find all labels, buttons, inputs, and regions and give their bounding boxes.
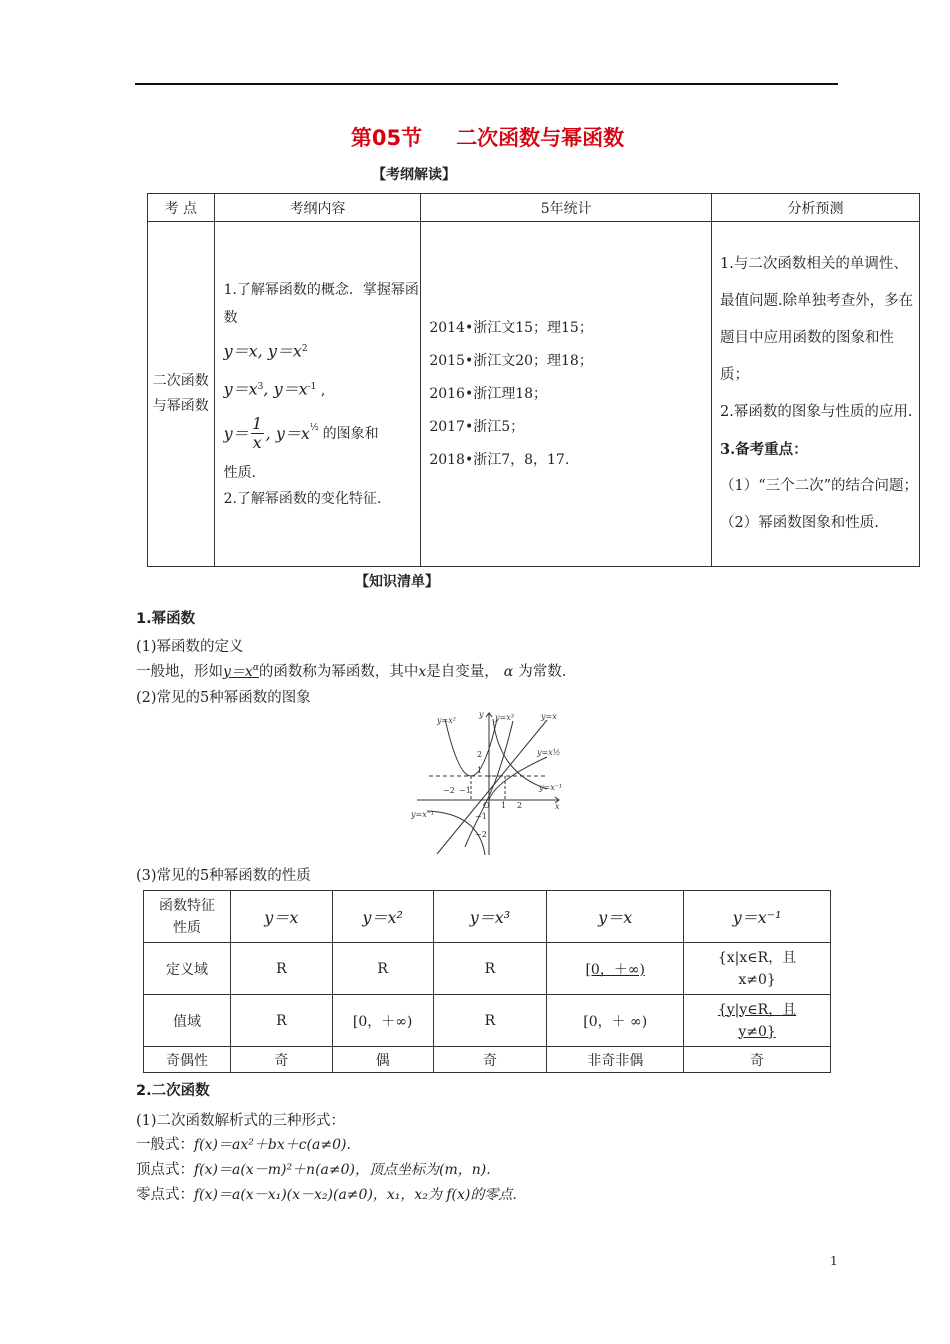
header-topic: 考 点 xyxy=(148,194,215,222)
vertex-label: 顶点式： xyxy=(136,1162,194,1178)
forms-title: (1)二次函数解析式的三种形式： xyxy=(136,1113,346,1129)
general-form xyxy=(136,1133,351,1154)
formula-4c: 的图象和 xyxy=(322,425,379,442)
topic-cell xyxy=(148,222,215,567)
label-y-axis: y xyxy=(479,710,484,719)
row-domain-label: 定义域 xyxy=(144,943,231,995)
general-label: 一般式： xyxy=(136,1137,194,1153)
def-formula: y＝x xyxy=(223,664,253,680)
fraction-1-over-x: 1 x xyxy=(252,414,263,453)
row-domain-inverse: {x|x∈R，且x≠0} xyxy=(684,943,831,995)
analysis-p4: （1）“三个二次”的结合问题； xyxy=(720,478,919,494)
formula-3: , y＝x xyxy=(263,379,308,399)
formula-2: y＝x xyxy=(223,379,258,399)
label-y1: 1 xyxy=(477,766,483,775)
general-formula: f(x)＝ax²＋bx＋c(a≠0). xyxy=(194,1137,351,1153)
prop-header-sqrt: y＝x xyxy=(547,891,684,943)
label-x2: y=x² xyxy=(437,716,456,725)
row-range-label: 值域 xyxy=(144,995,231,1047)
label-x-axis: x xyxy=(555,802,560,811)
formula-1: y＝x, y＝x xyxy=(223,342,302,361)
row-range-x: R xyxy=(230,995,332,1047)
def-b: 的函数称为幂函数，其中 xyxy=(258,664,419,680)
content-tail: 性质. xyxy=(223,464,257,481)
row-domain-x3: R xyxy=(433,943,547,995)
topic-text: 二次函数与幂函数 xyxy=(152,373,209,414)
outline-heading: 【考纲解读】 xyxy=(372,167,456,183)
content-line1: 1.了解幂函数的概念．掌握幂函数 xyxy=(223,282,419,327)
label-xm2: −2 xyxy=(443,786,455,795)
stat-2018: 2018•浙江7，8，17. xyxy=(429,451,570,468)
label-inverse-1: y=x⁻¹ xyxy=(539,783,563,792)
row-range-x2: [0，＋∞) xyxy=(332,995,433,1047)
def-x: x xyxy=(418,664,427,680)
vertex-form xyxy=(136,1158,491,1179)
label-inverse-2: y=x⁻¹ xyxy=(411,810,435,819)
stats-cell xyxy=(421,222,712,567)
label-xm1: −1 xyxy=(459,786,471,795)
row-range-inverse: {y|y∈R，且y≠0} xyxy=(684,995,831,1047)
title-section: 第05节 xyxy=(350,126,423,150)
row-parity-label: 奇偶性 xyxy=(144,1047,231,1073)
page-number: 1 xyxy=(830,1254,838,1268)
content-cell xyxy=(214,222,421,567)
def-alpha: α xyxy=(503,664,514,680)
prop-header-feature: 函数特征性质 xyxy=(144,891,231,943)
label-ym2: −2 xyxy=(475,830,487,839)
analysis-cell xyxy=(712,222,920,567)
zero-label: 零点式： xyxy=(136,1187,194,1203)
analysis-p1: 1.与二次函数相关的单调性、最值问题.除单独考查外，多在题目中应用函数的图象和性质； xyxy=(720,256,914,383)
row-domain-x: R xyxy=(230,943,332,995)
section-1-heading: 1.幂函数 xyxy=(136,611,196,627)
content-formulas: y＝x, $y=x^2$ $y=x^3$, $y=x^{-1}$ , y＝ 1 x , y＝x $^{\frac{1}{2}}$ 的图象和 xyxy=(223,342,379,453)
prop-header-x2: y＝x² xyxy=(332,891,433,943)
prop-header-x: y＝x xyxy=(230,891,332,943)
header-rule xyxy=(135,83,838,85)
header-stats: 5年统计 xyxy=(421,194,712,222)
row-parity-x2: 偶 xyxy=(332,1047,433,1073)
row-parity-inverse: 奇 xyxy=(684,1047,831,1073)
def-d: 为常数. xyxy=(518,664,567,680)
analysis-p3: 3.备考重点： xyxy=(720,441,808,458)
stat-2014: 2014•浙江文15；理15； xyxy=(429,319,593,336)
def-title: (1)幂函数的定义 xyxy=(136,639,244,655)
stat-2016: 2016•浙江理18； xyxy=(429,385,548,402)
analysis-p5: （2）幂函数图象和性质. xyxy=(720,515,879,531)
formula-4a: y＝ xyxy=(223,423,249,443)
label-1: 1 xyxy=(501,801,507,810)
label-2: 2 xyxy=(517,801,523,810)
def-a: 一般地，形如 xyxy=(136,664,223,680)
row-domain-sqrt: [0，＋∞) xyxy=(547,943,684,995)
page-title xyxy=(0,122,950,152)
stat-2015: 2015•浙江文20；理18； xyxy=(429,352,593,369)
label-sqrt: y=x½ xyxy=(537,748,561,757)
graph-title: (2)常见的5种幂函数的图象 xyxy=(136,690,311,706)
def-text: 一般地，形如$y=x^\alpha$的函数称为幂函数，其中x是自变量， α 为常数. xyxy=(136,663,567,680)
row-parity-x3: 奇 xyxy=(433,1047,547,1073)
zero-formula: f(x)＝a(x－x₁)(x－x₂)(a≠0)，x₁，x₂为 f(x)的零点. xyxy=(194,1187,517,1203)
power-function-graph xyxy=(407,707,575,857)
row-parity-x: 奇 xyxy=(230,1047,332,1073)
zero-form xyxy=(136,1183,517,1204)
def-c: 是自变量， xyxy=(426,664,499,680)
prop-title: (3)常见的5种幂函数的性质 xyxy=(136,868,311,884)
vertex-formula: f(x)＝a(x－m)²＋n(a≠0)，顶点坐标为(m，n). xyxy=(194,1162,491,1178)
row-parity-sqrt: 非奇非偶 xyxy=(547,1047,684,1073)
prop-header-x3: y＝x³ xyxy=(433,891,547,943)
row-range-sqrt: [0，＋ ∞) xyxy=(547,995,684,1047)
content-line2: 2.了解幂函数的变化特征. xyxy=(223,490,382,507)
header-content: 考纲内容 xyxy=(214,194,421,222)
properties-table xyxy=(143,890,831,1073)
label-origin: O xyxy=(483,801,490,810)
label-x: y=x xyxy=(541,712,557,721)
row-range-x3: R xyxy=(433,995,547,1047)
section-2-heading: 2.二次函数 xyxy=(136,1083,210,1099)
curve-sqrt xyxy=(489,757,547,800)
label-y2: 2 xyxy=(477,750,483,759)
outline-table xyxy=(147,193,920,567)
header-analysis: 分析预测 xyxy=(712,194,920,222)
analysis-p2: 2.幂函数的图象与性质的应用. xyxy=(720,404,913,420)
title-name: 二次函数与幂函数 xyxy=(456,126,625,150)
formula-4b: , y＝x xyxy=(265,423,310,443)
label-ym1: −1 xyxy=(475,812,487,821)
knowledge-heading: 【知识清单】 xyxy=(355,574,439,590)
stat-2017: 2017•浙江5； xyxy=(429,418,525,435)
label-x3: y=x³ xyxy=(495,713,514,722)
prop-header-inverse: y＝x⁻¹ xyxy=(684,891,831,943)
row-domain-x2: R xyxy=(332,943,433,995)
